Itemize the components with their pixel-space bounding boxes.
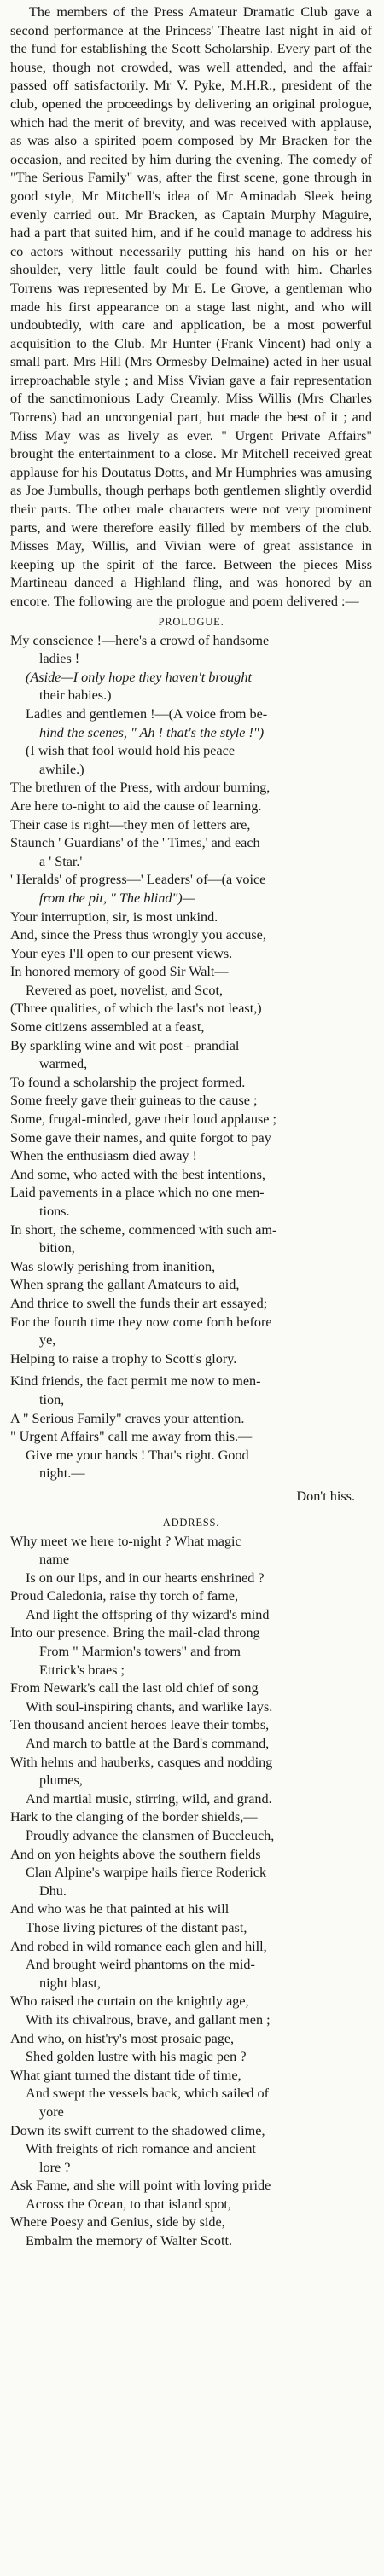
verse-line: Some, frugal-minded, gave their loud applause ; xyxy=(10,1111,276,1128)
verse-line: awhile.) xyxy=(39,761,84,777)
verse-line: (I wish that fool would hold his peace xyxy=(26,743,236,759)
verse-line: night.— xyxy=(39,1465,85,1482)
verse-line: Proudly advance the clansmen of Buccleuch, xyxy=(26,1828,275,1843)
verse-line: tions. xyxy=(39,1204,70,1219)
verse-line: Those living pictures of the distant past, xyxy=(26,1919,247,1935)
verse-line: hind the scenes, " Ah ! that's the style !") xyxy=(39,724,265,740)
verse-line: Ten thousand ancient heroes leave their tombs, xyxy=(10,1717,270,1733)
verse-line: A " Serious Family" craves your attention. xyxy=(10,1410,245,1426)
verse-line: And thrice to swell the funds their art essayed; xyxy=(10,1295,268,1311)
verse-line: And some, who acted with the best intentions, xyxy=(10,1166,265,1182)
verse-line: Your eyes I'll open to our present views. xyxy=(10,945,233,961)
verse-line: What giant turned the distant tide of time, xyxy=(10,2067,241,2083)
verse-line: Your interruption, sir, is most unkind. xyxy=(10,908,218,925)
verse-line: warmed, xyxy=(39,1056,88,1072)
verse-line: Who raised the curtain on the knightly age, xyxy=(10,1993,249,2010)
verse-line: With soul-inspiring chants, and warlike lays. xyxy=(26,1698,273,1714)
verse-line: The brethren of the Press, with ardour burning, xyxy=(10,780,271,796)
verse-line: From " Marmion's towers" and from xyxy=(39,1644,241,1660)
verse-line: bition, xyxy=(39,1240,75,1256)
verse-line: And light the offspring of thy wizard's mind xyxy=(26,1606,270,1622)
verse-line: To found a scholarship the project formed. xyxy=(10,1074,246,1090)
verse-line: name xyxy=(39,1552,70,1568)
verse-line: Into our presence. Bring the mail-clad throng xyxy=(10,1625,260,1641)
verse-line: tion, xyxy=(39,1391,65,1407)
verse-line: Some citizens assembled at a feast, xyxy=(10,1019,205,1036)
verse-line: And swept the vessels back, which sailed of xyxy=(26,2086,270,2102)
verse-line: Some freely gave their guineas to the cause ; xyxy=(10,1093,258,1109)
verse-line: lore ? xyxy=(39,2159,71,2175)
verse-line: from the pit, " The blind")— xyxy=(39,890,195,906)
verse-line: Staunch ' Guardians' of the ' Times,' and each xyxy=(10,835,260,851)
verse-line: My conscience !—here's a crowd of handsome xyxy=(10,632,270,648)
address-heading: ADDRESS. xyxy=(162,1516,220,1529)
verse-line: Hark to the clanging of the border shields,— xyxy=(10,1809,258,1825)
verse-line: " Urgent Affairs" call me away from this.— xyxy=(10,1429,253,1445)
verse-line: Don't hiss. xyxy=(296,1488,355,1504)
verse-line: Dhu. xyxy=(39,1883,67,1899)
address-verse xyxy=(10,1533,372,2251)
verse-line: ' Heralds' of progress—' Leaders' of—(a voice xyxy=(10,872,266,888)
verse-line: Was slowly perishing from inanition, xyxy=(10,1258,216,1274)
article-intro: The members of the Press Amateur Dramatic Club gave a second performance at the Princess' Theatre last night in aid of the fund for establishing the Scott Scholarship. Every part of the house, though not crowded, was well attended, and the affair passed off satisfactorily. Mr V. Pyke, M.H.R., president of the club, opened the proceedings by delivering an original prologue, which had the merit of brevity, and was received with applause, as was also a spirited poem composed by Mr Bracken for the occasion, and recited by him during the evening. The comedy of "The Serious Family" was, after the first scene, gone through in good style, Mr Mitchell's idea of Mr Aminadab Sleek being evenly carried out. Mr Bracken, as Captain Murphy Maguire, had a part that suited him, and if he could manage to address his co actors without necessarily putting his hand on his or her shoulder, very little fault could be found with him. Charles Torrens was represented by Mr E. Le Grove, a gentleman who made his first appearance on a stage last night, and who will undoubtedly, with care and application, be a most powerful acquisition to the Club. Mr Hunter (Frank Vincent) had only a small part. Mrs Hill (Mrs Ormesby Delmaine) acted in her usual irreproachable style ; and Miss Vivian gave a fair representation of the sanctimonious Lady Creamly. Miss Willis (Mrs Charles Torrens) had an uncongenial part, but made the best of it ; and Miss May was as lively as ever. " Urgent Private Affairs" brought the entertainment to a close. Mr Mitchell received great applause for his Doutatus Dotts, and Mr Humphries was amusing as Joe Jumbulls, though perhaps both gentlemen slightly overdid their parts. The other male characters were not very prominent parts, and were therefore easily filled by members of the club. Misses May, Willis, and Vivian were of great assistance in keeping up the spirit of the farce. Between the pieces Miss Martineau danced a Highland fling, and was honored by an encore. The following are the prologue and poem delivered :— xyxy=(10,4,372,609)
verse-line: Why meet we here to-night ? What magic xyxy=(10,1533,241,1549)
verse-line: For the fourth time they now come forth before xyxy=(10,1314,272,1330)
verse-line: plumes, xyxy=(39,1772,83,1789)
verse-line: And who was he that painted at his will xyxy=(10,1901,230,1917)
verse-line: night blast, xyxy=(39,1975,101,1991)
verse-line: ye, xyxy=(39,1332,56,1349)
verse-line: And on yon heights above the southern fields xyxy=(10,1846,261,1862)
verse-line: Laid pavements in a place which no one men- xyxy=(10,1185,265,1201)
verse-line: Shed golden lustre with his magic pen ? xyxy=(26,2049,247,2065)
verse-line: Embalm the memory of Walter Scott. xyxy=(26,2233,233,2249)
verse-line: Kind friends, the fact permit me now to men- xyxy=(10,1373,261,1390)
verse-line: In short, the scheme, commenced with such am- xyxy=(10,1221,277,1238)
verse-line: ladies ! xyxy=(39,651,80,667)
verse-line: From Newark's call the last old chief of song xyxy=(10,1680,259,1697)
verse-line: Down its swift current to the shadowed clime, xyxy=(10,2122,265,2138)
verse-line: (Three qualities, of which the last's not least,) xyxy=(10,1001,262,1017)
verse-line: Some gave their names, and quite forgot to pay xyxy=(10,1129,271,1146)
verse-line: And martial music, stirring, wild, and grand. xyxy=(26,1790,272,1807)
verse-line: And brought weird phantoms on the mid- xyxy=(26,1957,255,1973)
verse-line: With its chivalrous, brave, and gallant men ; xyxy=(26,2011,271,2028)
verse-line: And robed in wild romance each glen and hill, xyxy=(10,1938,267,1954)
verse-line: Clan Alpine's warpipe hails fierce Roderick xyxy=(26,1865,267,1881)
verse-line: Revered as poet, novelist, and Scot, xyxy=(26,982,224,998)
verse-line: Their case is right—they men of letters are, xyxy=(10,816,251,833)
verse-line: In honored memory of good Sir Walt— xyxy=(10,964,229,980)
verse-line: When sprang the gallant Amateurs to aid, xyxy=(10,1277,240,1293)
verse-line: yore xyxy=(39,2103,64,2120)
verse-line: their babies.) xyxy=(39,688,112,704)
verse-line: (Aside—I only hope they haven't brought xyxy=(26,669,252,685)
verse-line: Helping to raise a trophy to Scott's glory. xyxy=(10,1350,237,1366)
verse-line: When the enthusiasm died away ! xyxy=(10,1148,197,1164)
verse-line: Ettrick's braes ; xyxy=(39,1662,125,1678)
verse-line: With helms and hauberks, casques and nodding xyxy=(10,1754,273,1770)
verse-line: Is on our lips, and in our hearts enshrined ? xyxy=(26,1569,265,1586)
prologue-verse xyxy=(10,632,372,1506)
verse-line: Proud Caledonia, raise thy torch of fame, xyxy=(10,1588,239,1604)
verse-line: Give me your hands ! That's right. Good xyxy=(26,1447,249,1463)
verse-line: Across the Ocean, to that island spot, xyxy=(26,2196,231,2212)
verse-line: Where Poesy and Genius, side by side, xyxy=(10,2214,225,2231)
prologue-heading: PROLOGUE. xyxy=(158,615,224,628)
verse-line: By sparkling wine and wit post - prandial xyxy=(10,1037,240,1053)
verse-line: And who, on hist'ry's most prosaic page, xyxy=(10,2030,235,2046)
verse-line: With freights of rich romance and ancient xyxy=(26,2141,256,2157)
verse-line: Ladies and gentlemen !—(A voice from be- xyxy=(26,705,268,722)
verse-line: And, since the Press thus wrongly you accuse, xyxy=(10,927,266,943)
verse-line: a ' Star.' xyxy=(39,853,83,869)
verse-line: Are here to-night to aid the cause of learning. xyxy=(10,798,262,814)
verse-line: And march to battle at the Bard's command, xyxy=(26,1736,270,1752)
verse-line: Ask Fame, and she will point with loving pride xyxy=(10,2178,271,2194)
